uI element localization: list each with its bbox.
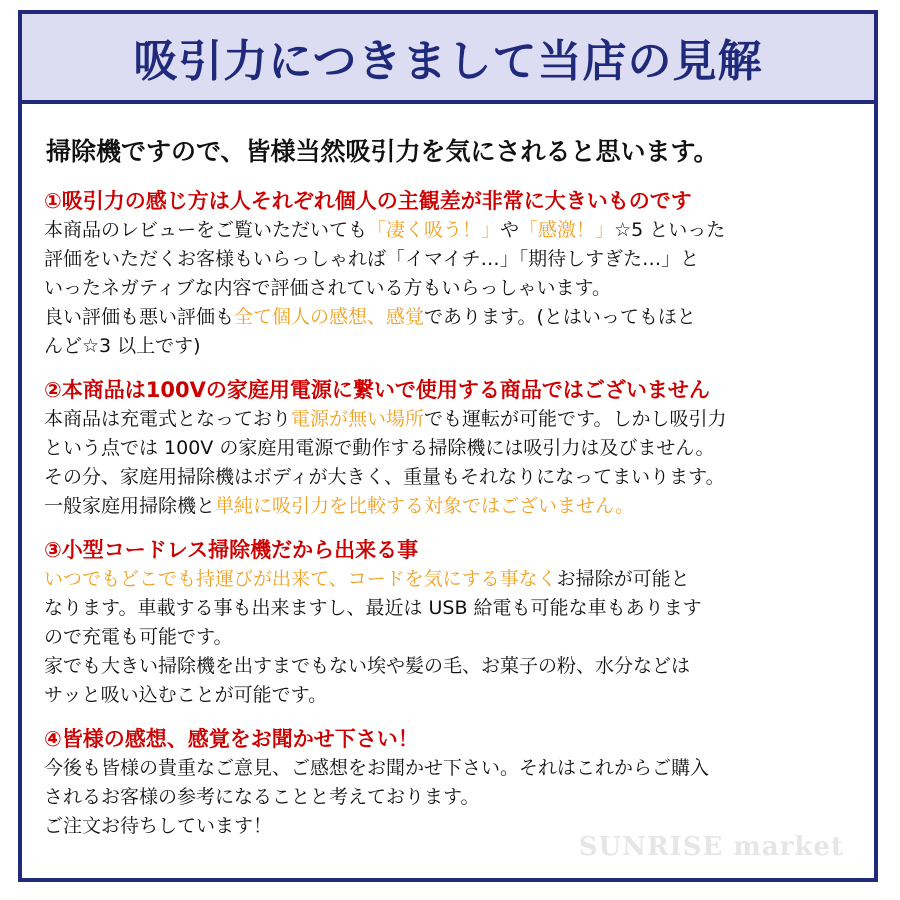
section-4-line: 今後も皆様の貴重なご意見、ご感想をお聞かせ下さい。それはこれからご購入 (44, 757, 710, 779)
section-4-line: ご注文お待ちしています！ (44, 815, 273, 837)
section-2-line (44, 405, 852, 434)
section-1-line: んど☆3 以上です) (44, 335, 201, 357)
section-1 (44, 186, 852, 361)
section-1-line (44, 216, 852, 245)
section-3-line: ので充電も可能です。 (44, 626, 233, 648)
highlight-span: 全て個人の感想、感覚 (234, 306, 425, 328)
section-2-line (44, 492, 852, 521)
section-1-line (44, 303, 852, 332)
highlight-span: 「凄く吸う！」 (367, 219, 501, 241)
text-span: 本商品は充電式となっており (44, 408, 292, 430)
section-3-line (44, 565, 852, 594)
lead-text: 掃除機ですので、皆様当然吸引力を気にされると思います。 (46, 137, 719, 166)
highlight-span: 単純に吸引力を比較する対象ではございません。 (215, 495, 635, 517)
content-area (22, 104, 874, 841)
text-span: ☆5 といった (614, 219, 726, 241)
section-2-title: ②本商品は100Vの家庭用電源に繋いで使用する商品ではございません (44, 378, 710, 402)
section-3-line: 家でも大きい掃除機を出すまでもない埃や髪の毛、お菓子の粉、水分などは (44, 655, 691, 677)
section-3-title: ③小型コードレス掃除機だから出来る事 (44, 538, 419, 562)
text-span: 一般家庭用掃除機と (44, 495, 216, 517)
text-span: お掃除が可能と (556, 568, 690, 590)
header-banner (22, 14, 874, 104)
highlight-span: 「感激！」 (519, 219, 615, 241)
section-3-line: なります。車載する事も出来ますし、最近は USB 給電も可能な車もあります (44, 597, 702, 619)
text-span: 良い評価も悪い評価も (44, 306, 235, 328)
text-span: であります。(とはいってもほと (424, 306, 696, 328)
text-span: や (500, 219, 520, 241)
highlight-span: 電源が無い場所 (291, 408, 425, 430)
section-3 (44, 535, 852, 710)
section-3-body (44, 565, 852, 710)
section-1-body (44, 216, 852, 361)
section-1-title: ①吸引力の感じ方は人それぞれ個人の主観差が非常に大きいものです (44, 189, 692, 213)
section-1-line: 評価をいただくお客様もいらっしゃれば「イマイチ…」「期待しすぎた…」と (44, 248, 700, 270)
text-span: 本商品のレビューをご覧いただいても (44, 219, 368, 241)
section-4-title: ④皆様の感想、感覚をお聞かせ下さい！ (44, 727, 419, 751)
section-1-line: いったネガティブな内容で評価されている方もいらっしゃいます。 (44, 277, 611, 299)
watermark-logo: SUNRISE market (578, 832, 844, 862)
highlight-span: コードを気にする事なく (347, 568, 557, 590)
section-2 (44, 375, 852, 521)
section-2-body (44, 405, 852, 521)
section-2-line: という点では 100V の家庭用電源で動作する掃除機には吸引力は及びません。 (44, 437, 715, 459)
section-4-body (44, 754, 852, 841)
section-3-line: サッと吸い込むことが可能です。 (44, 684, 328, 706)
section-4-line: されるお客様の参考になることと考えております。 (44, 786, 480, 808)
section-4 (44, 724, 852, 841)
notice-frame (18, 10, 878, 882)
text-span: でも運転が可能です。しかし吸引力 (424, 408, 727, 430)
page-title: 吸引力につきまして当店の見解 (133, 36, 763, 87)
highlight-span: いつでもどこでも持運びが出来て、 (44, 568, 348, 590)
section-2-line: その分、家庭用掃除機はボディが大きく、重量もそれなりになってまいります。 (44, 466, 725, 488)
